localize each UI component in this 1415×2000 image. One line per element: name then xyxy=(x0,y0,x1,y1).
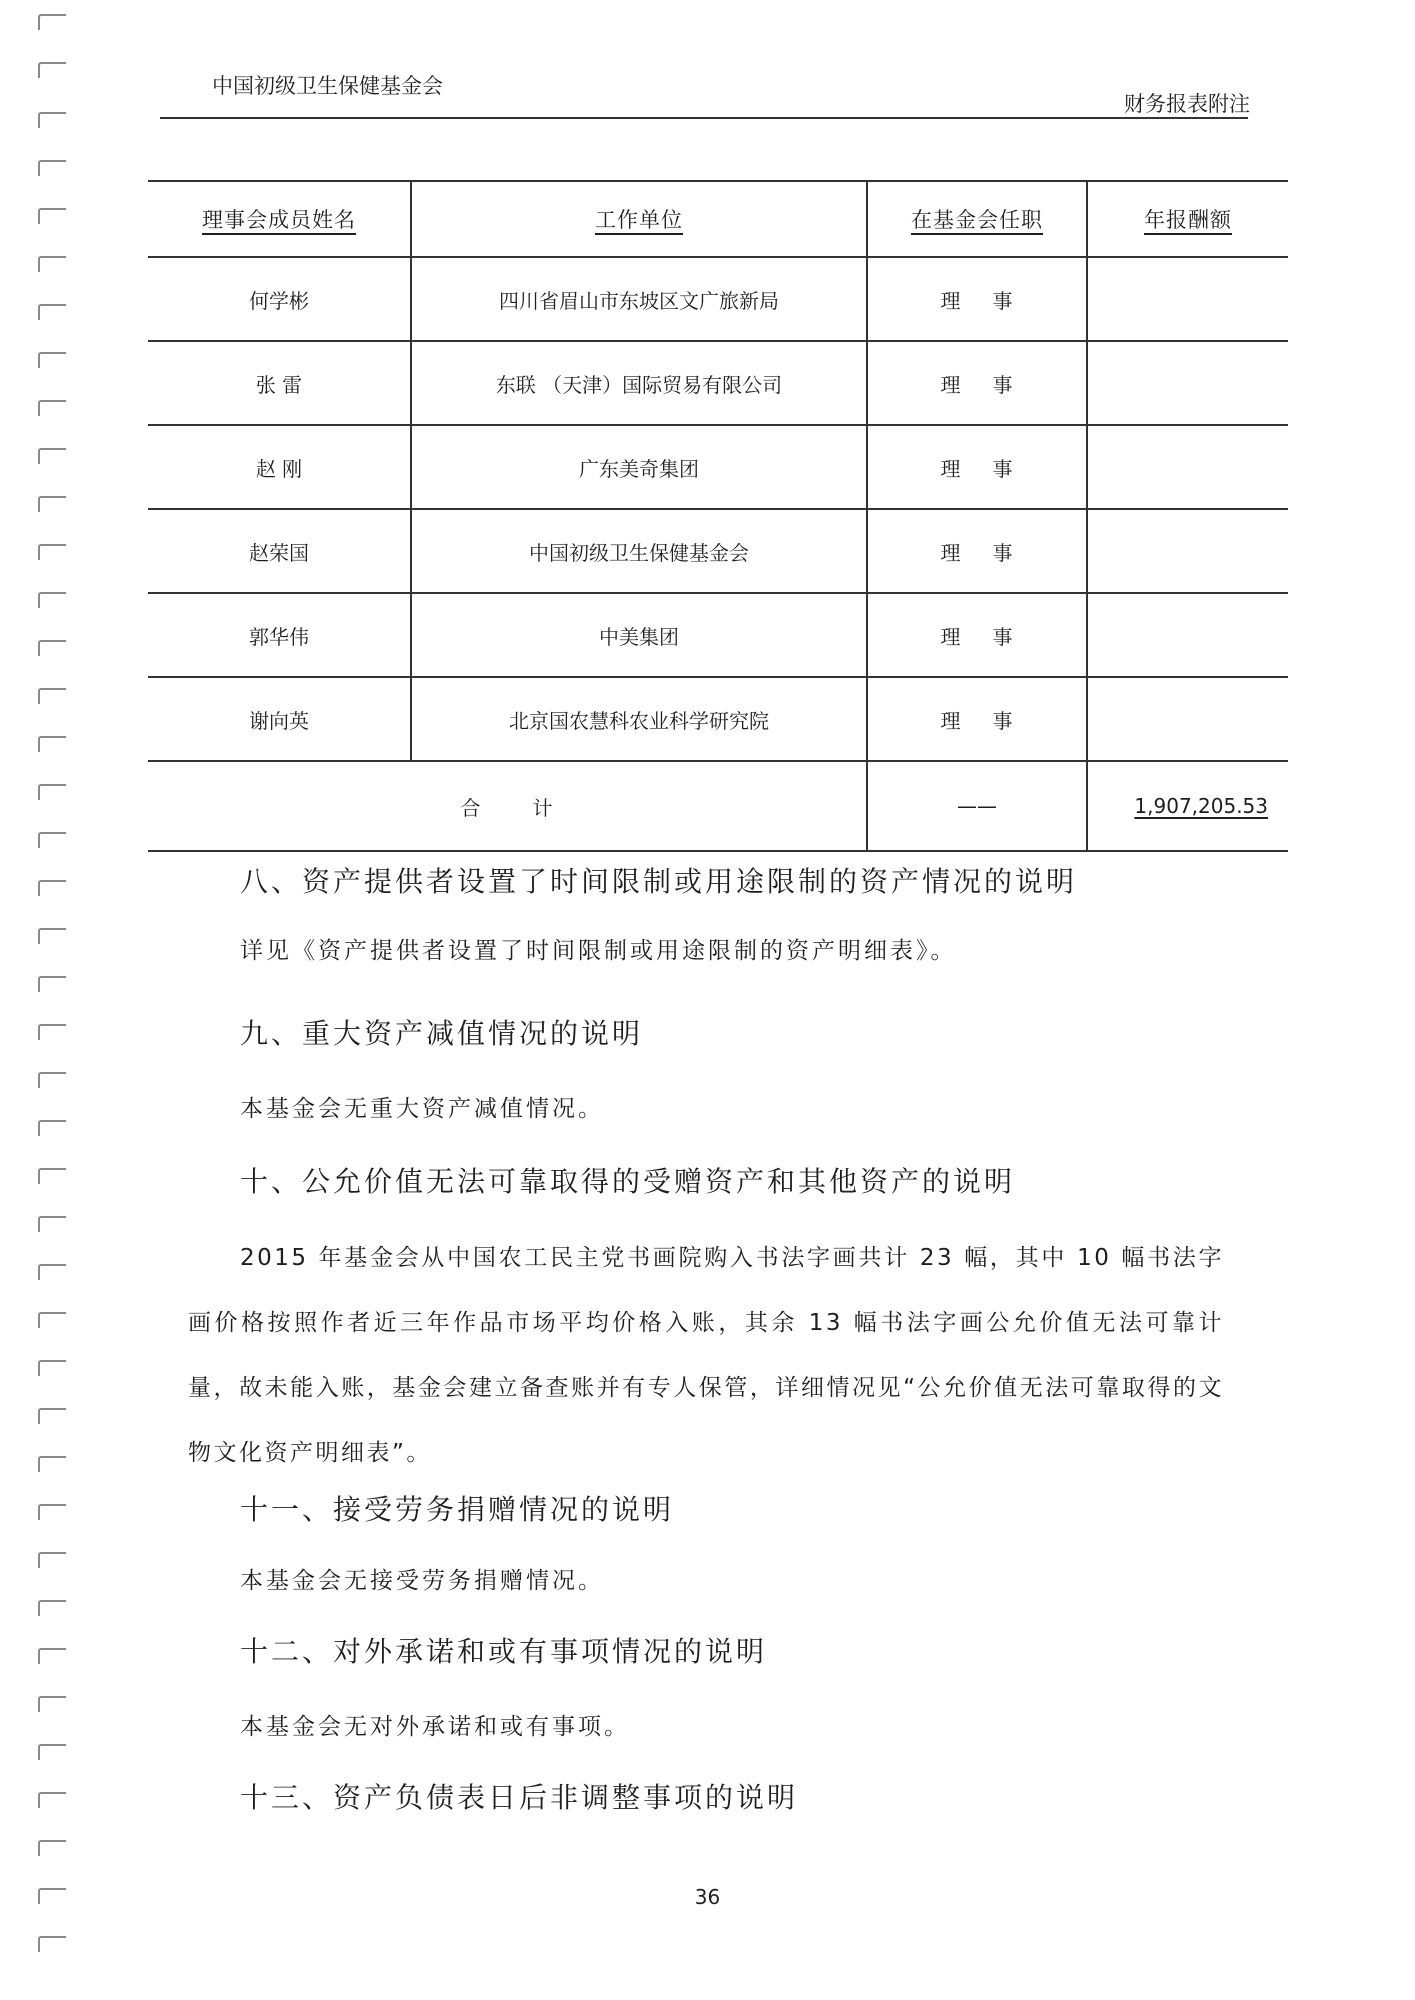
table-total-row xyxy=(148,761,1288,851)
total-label: 合计 xyxy=(148,761,867,851)
member-name: 何学彬 xyxy=(148,257,411,341)
binding-hole xyxy=(38,1504,66,1520)
binding-hole xyxy=(38,1840,66,1856)
member-role: 理事 xyxy=(867,593,1087,677)
member-role: 理事 xyxy=(867,677,1087,761)
binding-margin xyxy=(38,0,68,2000)
section-9-title: 九、重大资产减值情况的说明 xyxy=(240,1017,644,1050)
binding-hole xyxy=(38,400,66,416)
binding-hole xyxy=(38,1648,66,1664)
member-name: 张 雷 xyxy=(148,341,411,425)
binding-hole xyxy=(38,1072,66,1088)
binding-hole xyxy=(38,1552,66,1568)
section-11-title: 十一、接受劳务捐赠情况的说明 xyxy=(240,1493,675,1526)
binding-hole xyxy=(38,352,66,368)
col-header-name: 理事会成员姓名 xyxy=(148,181,411,257)
section-11-body: 本基金会无接受劳务捐赠情况。 xyxy=(240,1568,604,1594)
member-unit: 四川省眉山市东坡区文广旅新局 xyxy=(411,257,867,341)
section-8-body: 详见《资产提供者设置了时间限制或用途限制的资产明细表》。 xyxy=(240,938,957,964)
binding-hole xyxy=(38,496,66,512)
member-unit: 广东美奇集团 xyxy=(411,425,867,509)
binding-hole xyxy=(38,1264,66,1280)
table-header-row xyxy=(148,181,1288,257)
member-name: 赵荣国 xyxy=(148,509,411,593)
binding-hole xyxy=(38,304,66,320)
binding-hole xyxy=(38,1408,66,1424)
binding-hole xyxy=(38,1792,66,1808)
section-13-title: 十三、资产负债表日后非调整事项的说明 xyxy=(240,1781,799,1814)
member-pay xyxy=(1087,593,1288,677)
binding-hole xyxy=(38,832,66,848)
binding-hole xyxy=(38,544,66,560)
binding-hole xyxy=(38,640,66,656)
binding-hole xyxy=(38,928,66,944)
binding-hole xyxy=(38,1168,66,1184)
binding-hole xyxy=(38,112,66,128)
member-role: 理事 xyxy=(867,425,1087,509)
member-unit: 北京国农慧科农业科学研究院 xyxy=(411,677,867,761)
binding-hole xyxy=(38,448,66,464)
member-pay xyxy=(1087,425,1288,509)
table-row xyxy=(148,677,1288,761)
binding-hole xyxy=(38,1312,66,1328)
col-header-pay: 年报酬额 xyxy=(1087,181,1288,257)
binding-hole xyxy=(38,1744,66,1760)
col-header-unit: 工作单位 xyxy=(411,181,867,257)
binding-hole xyxy=(38,208,66,224)
member-pay xyxy=(1087,257,1288,341)
member-name: 郭华伟 xyxy=(148,593,411,677)
member-role: 理事 xyxy=(867,509,1087,593)
binding-hole xyxy=(38,1120,66,1136)
member-pay xyxy=(1087,341,1288,425)
member-pay xyxy=(1087,677,1288,761)
member-unit: 东联 （天津）国际贸易有限公司 xyxy=(411,341,867,425)
binding-hole xyxy=(38,1216,66,1232)
binding-hole xyxy=(38,256,66,272)
binding-hole xyxy=(38,62,66,78)
binding-hole xyxy=(38,1360,66,1376)
table-row xyxy=(148,593,1288,677)
header-rule xyxy=(160,117,1248,119)
binding-hole xyxy=(38,1456,66,1472)
table-row xyxy=(148,509,1288,593)
header-org: 中国初级卫生保健基金会 xyxy=(212,74,443,98)
binding-hole xyxy=(38,880,66,896)
board-members-table xyxy=(148,180,1288,852)
binding-hole xyxy=(38,736,66,752)
total-role: —— xyxy=(867,761,1087,851)
section-9-body: 本基金会无重大资产减值情况。 xyxy=(240,1096,604,1122)
section-12-body: 本基金会无对外承诺和或有事项。 xyxy=(240,1714,630,1740)
member-name: 赵 刚 xyxy=(148,425,411,509)
member-pay xyxy=(1087,509,1288,593)
total-amount: 1,907,205.53 xyxy=(1087,761,1288,851)
table-row xyxy=(148,425,1288,509)
page-number: 36 xyxy=(694,1885,721,1909)
binding-hole xyxy=(38,592,66,608)
binding-hole xyxy=(38,160,66,176)
header-section: 财务报表附注 xyxy=(1124,92,1250,116)
binding-hole xyxy=(38,1600,66,1616)
member-unit: 中国初级卫生保健基金会 xyxy=(411,509,867,593)
section-8-title: 八、资产提供者设置了时间限制或用途限制的资产情况的说明 xyxy=(240,865,1078,898)
member-name: 谢向英 xyxy=(148,677,411,761)
binding-hole xyxy=(38,688,66,704)
member-unit: 中美集团 xyxy=(411,593,867,677)
member-role: 理事 xyxy=(867,341,1087,425)
binding-hole xyxy=(38,784,66,800)
member-role: 理事 xyxy=(867,257,1087,341)
section-10-title: 十、公允价值无法可靠取得的受赠资产和其他资产的说明 xyxy=(240,1165,1016,1198)
section-10-body: 2015 年基金会从中国农工民主党书画院购入书法字画共计 23 幅，其中 10 幅书法字画价格按照作者近三年作品市场平均价格入账，其余 13 幅书法字画公允价值无法可靠计量，故未能入账，基金会建立备查账并有专人保管，详细情况见“公允价值无法可靠取得的文物文化资产明细表”。 xyxy=(188,1245,1224,1466)
binding-hole xyxy=(38,976,66,992)
binding-hole xyxy=(38,1936,66,1952)
table-row xyxy=(148,341,1288,425)
binding-hole xyxy=(38,1024,66,1040)
binding-hole xyxy=(38,14,66,30)
section-12-title: 十二、对外承诺和或有事项情况的说明 xyxy=(240,1635,768,1668)
table-row xyxy=(148,257,1288,341)
binding-hole xyxy=(38,1696,66,1712)
col-header-role: 在基金会任职 xyxy=(867,181,1087,257)
